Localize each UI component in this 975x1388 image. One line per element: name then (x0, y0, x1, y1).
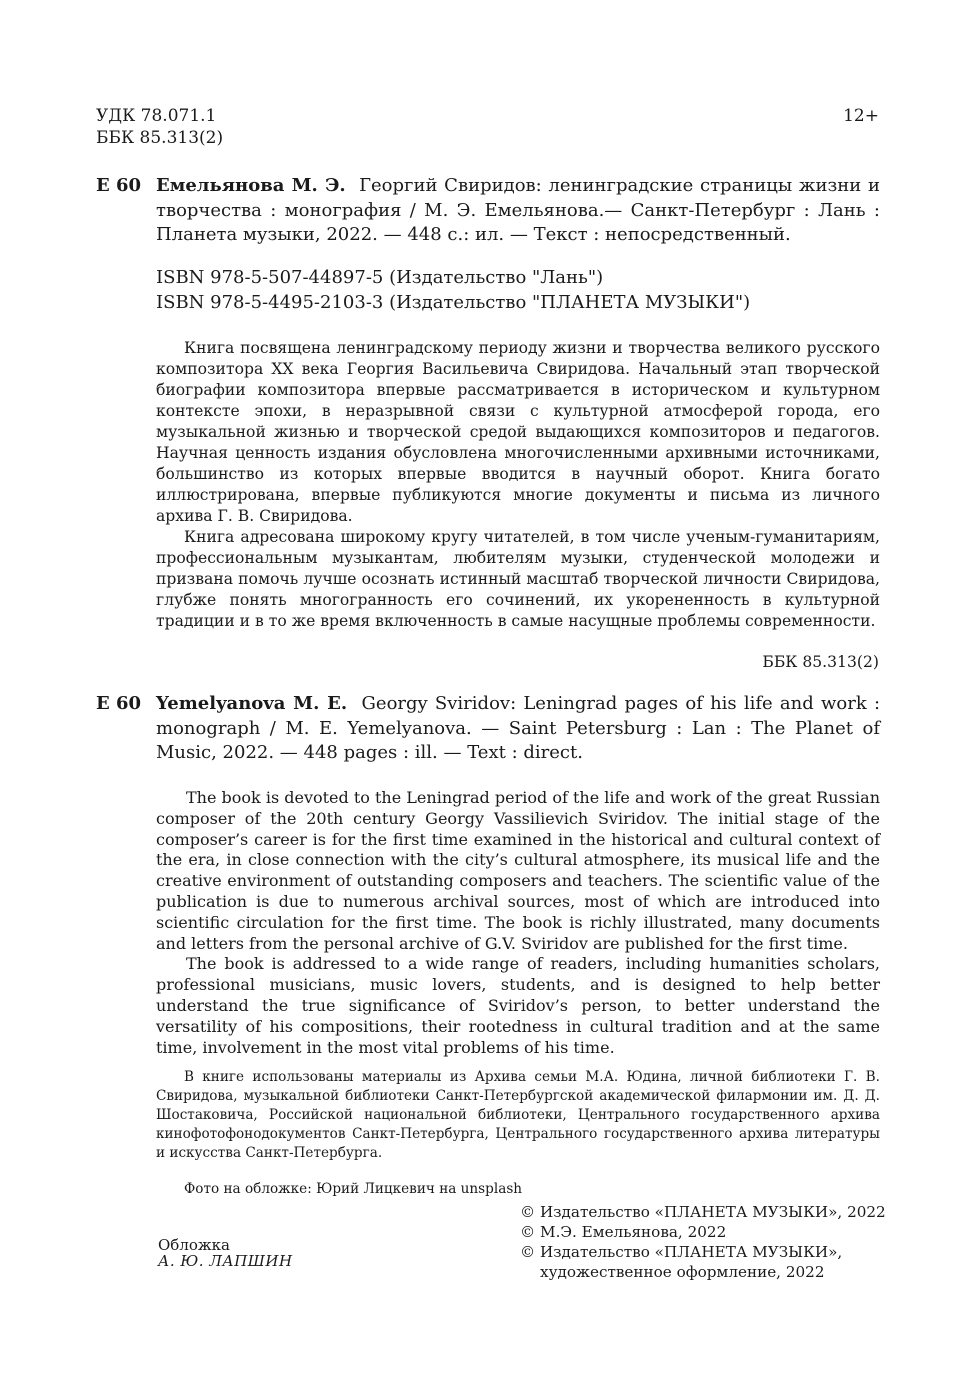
annotation-paragraph: Книга посвящена ленинградскому периоду жизни и творчества великого русского композитора XX века Георгия Васильевича Свиридова. Начальный этап творческой биографии композитора впервые рассматривается в историческом и культурном контексте эпохи, в неразрывной связи с культурной атмосферой города, его музыкальной жизнью и творческой средой выдающихся композиторов и педагогов. Научная ценность издания обусловлена многочисленными архивными источниками, большинство из которых впервые вводится в научный оборот. Книга богато иллюстрирована, впервые публикуются многие документы и письма из личного архива Г. В. Свиридова. (156, 339, 880, 525)
entry-author: Емельянова М. Э. (156, 175, 346, 196)
entry-text: Georgy Sviridov: Leningrad pages of his life and work : monograph / M. E. Yemelyanova. — Saint Petersburg : Lan : The Planet of Music, 2022. — 448 pages : ill. — Text : direct. (156, 693, 881, 763)
sources-note (156, 1068, 880, 1163)
sources-text: В книге использованы материалы из Архива семьи М.А. Юдина, личной библиотеки Г. В. Свиридова, музыкальной библиотеки Санкт-Петербургской академической филармонии им. Д. Д. Шостаковича, Российской национальной библиотеки, Центрального государственного архива кинофотофонодокументов Санкт-Петербурга, Центрального государственного архива литературы и искусства Санкт-Петербурга. (156, 1069, 880, 1161)
entry-code: Е 60 (96, 693, 142, 714)
entry-code: Е 60 (96, 175, 142, 196)
isbn-planeta: ISBN 978-5-4495-2103-3 (Издательство "ПЛАНЕТА МУЗЫКИ") (156, 292, 751, 313)
udk-code: УДК 78.071.1 (96, 106, 217, 126)
copyright-line: © Издательство «ПЛАНЕТА МУЗЫКИ», 2022 (520, 1203, 886, 1221)
copyright-line: художественное оформление, 2022 (540, 1263, 825, 1281)
entry-author: Yemelyanova M. E. (156, 693, 348, 714)
annotation-paragraph: The book is devoted to the Leningrad period of the life and work of the great Russian composer of the 20th century Georgy Vassilievich Sviridov. The initial stage of the composer’s career is for the first time examined in the historical and cultural context of the era, in close connection with the city’s cultural atmosphere, its musical life and the creative environment of outstanding composers and teachers. The scientific value of the publication is due to numerous archival sources, most of which are introduced into scientific circulation for the first time. The book is richly illustrated, many documents and letters from the personal archive of G.V. Sviridov are published for the first time. (156, 788, 880, 953)
bibliographic-entry-ru (96, 174, 880, 248)
annotation-paragraph: Книга адресована широкому кругу читателей, в том числе ученым-гуманитариям, профессиональным музыкантам, любителям музыки, студенческой молодежи и призвана помочь лучше осознать истинный масштаб творческой личности Свиридова, глубже понять многогранность его сочинений, их укорененность в культурной традиции и в то же время включенность в самые насущные проблемы современности. (156, 528, 880, 630)
copyright-block (520, 1202, 886, 1282)
cover-designer: А. Ю. ЛАПШИН (158, 1252, 293, 1270)
bbk-code-right: ББК 85.313(2) (762, 653, 879, 671)
entry-body (156, 692, 880, 766)
photo-credit: Фото на обложке: Юрий Лицкевич на unsplash (184, 1181, 523, 1197)
cover-label: Обложка (158, 1236, 231, 1254)
annotation-ru (156, 338, 880, 632)
entry-body (156, 174, 880, 248)
copyright-line: © М.Э. Емельянова, 2022 (520, 1223, 727, 1241)
bibliographic-entry-en (96, 692, 880, 766)
bbk-code: ББК 85.313(2) (96, 128, 224, 148)
age-rating: 12+ (843, 106, 879, 126)
isbn-lan: ISBN 978-5-507-44897-5 (Издательство "Лань") (156, 267, 604, 288)
entry-text: Георгий Свиридов: ленинградские страницы жизни и творчества : монография / М. Э. Емельянова.— Санкт-Петербург : Лань : Планета музыки, 2022. — 448 с.: ил. — Текст : непосредственный. (156, 175, 880, 245)
copyright-line: © Издательство «ПЛАНЕТА МУЗЫКИ», (520, 1243, 843, 1261)
annotation-en (156, 788, 880, 1058)
annotation-paragraph: The book is addressed to a wide range of readers, including humanities scholars, professional musicians, music lovers, students, and is designed to help better understand the true significance of Sviridov’s person, to better understand the versatility of his compositions, their rootedness in cultural tradition and at the same time, involvement in the most vital problems of his time. (156, 954, 880, 1057)
